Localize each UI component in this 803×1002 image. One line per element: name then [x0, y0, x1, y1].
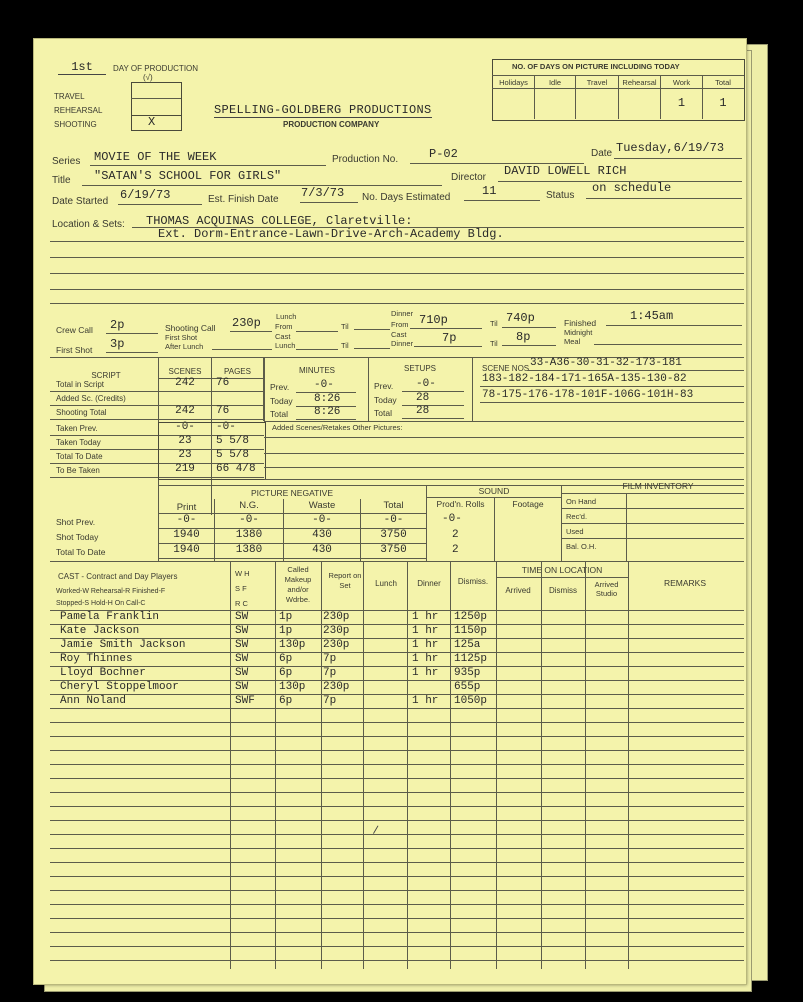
- lunch-from-label: From: [275, 322, 293, 331]
- cast-called: 130p: [279, 639, 306, 651]
- cast-row-rule: [50, 932, 744, 933]
- first-shot-line: [106, 352, 158, 353]
- cast-name: Jamie Smith Jackson: [60, 639, 186, 651]
- negative-row-value: -0-: [176, 514, 197, 526]
- after-lunch-line: [212, 349, 272, 350]
- script-row-pages: 5 5/8: [216, 435, 250, 447]
- setups-row-value: 28: [416, 405, 430, 417]
- date-started-value: 6/19/73: [120, 188, 171, 202]
- scene-nos-rule: [528, 370, 744, 371]
- film-row-used: Used: [566, 527, 584, 536]
- negative-row-value: -0-: [383, 514, 404, 526]
- location-label: Location & Sets:: [52, 219, 125, 230]
- cast-row-rule: [50, 848, 744, 849]
- setups-row-rule: [402, 391, 464, 392]
- dismiss-location-header: Dismiss: [549, 586, 577, 595]
- cast-col-sep: [407, 561, 408, 969]
- cast-row-rule: [50, 876, 744, 877]
- cast-report: 230p: [323, 681, 350, 693]
- negative-row-value: 3750: [380, 544, 407, 556]
- script-row-label: Total in Script: [56, 380, 105, 389]
- added-rule: [264, 467, 744, 468]
- script-row-scenes: 242: [175, 405, 195, 417]
- finished-value: 1:45am: [630, 309, 674, 323]
- cast-dinner: 1 hr: [412, 611, 439, 623]
- negative-row-value: 3750: [380, 529, 407, 541]
- dinner-header: Dinner: [417, 579, 441, 588]
- days-col-travel: Travel: [586, 78, 608, 87]
- cast-report: 230p: [323, 639, 350, 651]
- picture-negative-title: PICTURE NEGATIVE: [250, 488, 334, 498]
- minutes-row-label: Today: [270, 396, 293, 406]
- cast-row-rule: [50, 778, 744, 779]
- sound-total-value: 2: [452, 544, 459, 556]
- cast-row-rule: [50, 960, 744, 961]
- cast-status: SW: [235, 667, 249, 679]
- cast-dinner-label: Cast: [391, 330, 407, 339]
- first-shot-after-label: First Shot: [165, 333, 198, 342]
- dinner-from-value: 710p: [419, 313, 448, 327]
- cast-status: SW: [235, 681, 249, 693]
- minutes-row-value: -0-: [314, 379, 334, 391]
- midnight-line: [594, 344, 742, 345]
- cast-report: 7p: [323, 695, 337, 707]
- cast-report: 230p: [323, 625, 350, 637]
- lunch-header: Lunch: [375, 579, 397, 588]
- added-rule: [264, 453, 744, 454]
- days-total-value: 1: [719, 96, 727, 110]
- cast-dinner: 1 hr: [412, 667, 439, 679]
- script-row-scenes: 23: [178, 449, 192, 461]
- film-rule: [561, 523, 744, 524]
- cast-row-rule: [50, 694, 744, 695]
- location-line-2: Ext. Dorm-Entrance-Lawn-Drive-Arch-Academy Bldg.: [158, 227, 504, 241]
- shooting-call-line: [230, 331, 272, 332]
- setups-row-rule: [402, 418, 464, 419]
- cast-row-rule: [50, 834, 744, 835]
- script-row-label: Shooting Total: [56, 408, 107, 417]
- dinner-til-line: [502, 327, 556, 328]
- cast-row-rule: [50, 890, 744, 891]
- negative-row-label: Shot Prev.: [56, 517, 96, 527]
- cast-row-rule: [50, 946, 744, 947]
- days-est-line: [464, 200, 540, 201]
- travel-rehearsal-box: [131, 82, 182, 116]
- cast-row-rule: [50, 918, 744, 919]
- cast-called: 1p: [279, 611, 293, 623]
- arrived-header: Arrived: [505, 586, 531, 595]
- negative-row-value: 430: [312, 529, 332, 541]
- neg-col-total: Total: [383, 500, 404, 511]
- date-started-label: Date Started: [52, 196, 109, 207]
- scene-nos-line-1: 33-A36-30-31-32-173-181: [530, 357, 682, 369]
- check-mark-label: (√): [143, 73, 153, 82]
- sound-today-value: 2: [452, 529, 459, 541]
- added-top-rule: [264, 421, 744, 422]
- cast-row-rule: [50, 666, 744, 667]
- cast-dinner-til-label: Til: [490, 339, 498, 348]
- cast-col-sep: [628, 561, 629, 969]
- shooting-mark: X: [148, 115, 156, 129]
- script-row-label: Taken Prev.: [56, 424, 98, 433]
- minutes-header: MINUTES: [299, 366, 335, 375]
- cast-row-rule: [50, 792, 744, 793]
- title-label: Title: [52, 175, 71, 186]
- added-rule: [264, 479, 744, 480]
- script-row-label: Total To Date: [56, 452, 103, 461]
- company-label: PRODUCTION COMPANY: [283, 120, 380, 129]
- dinner-from-label: From: [391, 320, 409, 329]
- negative-row-rule: [158, 558, 426, 559]
- script-label: SCRIPT: [91, 371, 121, 380]
- cast-report: 230p: [323, 611, 350, 623]
- cast-col-sep: [585, 561, 586, 969]
- film-rule: [561, 508, 744, 509]
- cast-dinner-til-value: 8p: [516, 330, 531, 344]
- cast-row-rule: [50, 722, 744, 723]
- pages-header: PAGES: [224, 367, 251, 376]
- cast-report: 7p: [323, 667, 337, 679]
- called-header: Called Makeup and/or Wdrbe.: [284, 565, 312, 604]
- sound-prev-value: -0-: [442, 513, 462, 525]
- cast-lunch-label: Cast: [275, 332, 291, 341]
- negative-row-value: 1940: [173, 529, 200, 541]
- meal-label: Meal: [564, 337, 581, 346]
- minutes-row-rule: [296, 419, 356, 420]
- cast-col-sep: [321, 561, 322, 969]
- cast-name: Pamela Franklin: [60, 611, 160, 623]
- cast-col-sep: [275, 561, 276, 969]
- cast-code-wh: W H: [235, 569, 250, 578]
- taken-box: [158, 422, 266, 480]
- days-col-work: Work: [672, 78, 691, 87]
- cast-dismiss: 1150p: [454, 625, 488, 637]
- cast-col-sep: [450, 561, 451, 969]
- dinner-from-line: [410, 328, 482, 329]
- script-row-label: Taken Today: [56, 438, 101, 447]
- finished-line: [606, 325, 742, 326]
- script-row-pages: -0-: [216, 421, 236, 433]
- setups-row-value: -0-: [416, 378, 436, 390]
- date-line: [614, 158, 742, 159]
- cast-lunch-word: Lunch: [275, 341, 296, 350]
- setups-row-label: Prev.: [374, 381, 394, 391]
- cast-dismiss: 125a: [454, 639, 481, 651]
- shooting-label: SHOOTING: [54, 120, 97, 129]
- days-box-title: NO. OF DAYS ON PICTURE INCLUDING TODAY: [512, 62, 680, 71]
- cast-row-rule: [50, 904, 744, 905]
- sound-title: SOUND: [478, 486, 510, 496]
- cast-called: 6p: [279, 667, 293, 679]
- cast-called: 6p: [279, 695, 293, 707]
- first-shot-label: First Shot: [56, 345, 93, 355]
- negative-row-value: -0-: [312, 514, 332, 526]
- production-no-label: Production No.: [332, 154, 399, 165]
- cast-dismiss: 935p: [454, 667, 481, 679]
- script-row-label: Added Sc. (Credits): [56, 394, 126, 403]
- setups-row-value: 28: [416, 392, 430, 404]
- day-of-production-label: DAY OF PRODUCTION: [113, 64, 199, 73]
- cast-name: Kate Jackson: [60, 625, 140, 637]
- film-row-bal: Bal. O.H.: [566, 542, 597, 551]
- series-label: Series: [52, 156, 81, 167]
- est-finish-label: Est. Finish Date: [208, 194, 279, 205]
- cast-status: SW: [235, 653, 249, 665]
- time-on-location-title: TIME ON LOCATION: [521, 565, 603, 575]
- cast-row-rule: [50, 624, 744, 625]
- midnight-label: Midnight: [564, 328, 593, 337]
- cast-dinner-value: 7p: [442, 331, 457, 345]
- negative-row-value: 1380: [235, 544, 263, 556]
- director-value: DAVID LOWELL RICH: [504, 164, 627, 178]
- minutes-row-label: Prev.: [270, 382, 290, 392]
- cast-dismiss: 655p: [454, 681, 481, 693]
- cast-dismiss: 1050p: [454, 695, 488, 707]
- cast-col-sep: [496, 561, 497, 969]
- cast-row-rule: [50, 750, 744, 751]
- cast-row-rule: [50, 862, 744, 863]
- cast-name: Cheryl Stoppelmoor: [60, 681, 179, 693]
- cast-lunch-til-line: [354, 348, 390, 349]
- director-label: Director: [451, 172, 487, 183]
- scene-nos-label: SCENE NOS.: [482, 364, 532, 373]
- cast-dismiss: 1250p: [454, 611, 488, 623]
- minutes-row-value: 8:26: [314, 406, 341, 418]
- cast-code-sf: S F: [235, 584, 247, 593]
- cast-called: 1p: [279, 625, 293, 637]
- scene-nos-line-2: 183-182-184-171-165A-135-130-82: [482, 373, 687, 385]
- days-estimated-label: No. Days Estimated: [362, 192, 451, 203]
- minutes-row-label: Total: [270, 409, 288, 419]
- sound-col-rolls: Prod'n. Rolls: [436, 499, 485, 509]
- added-rule: [264, 437, 744, 438]
- neg-col-print: Print: [176, 502, 197, 513]
- setups-row-label: Total: [374, 408, 392, 418]
- script-row-pages: 76: [216, 405, 230, 417]
- script-row-scenes: 219: [175, 463, 195, 475]
- cast-report: 7p: [323, 653, 337, 665]
- script-row-label: To Be Taken: [56, 466, 100, 475]
- film-row-recd: Rec'd.: [566, 512, 588, 521]
- cast-status: SW: [235, 611, 249, 623]
- setups-row-rule: [402, 405, 464, 406]
- travel-label: TRAVEL: [54, 92, 85, 101]
- scene-nos-rule: [480, 386, 744, 387]
- finished-label: Finished: [564, 318, 597, 328]
- days-col-total: Total: [715, 78, 731, 87]
- film-col-sep: [626, 493, 627, 561]
- cast-row-rule: [50, 708, 744, 709]
- cast-status: SW: [235, 625, 249, 637]
- script-row-pages: 66 4/8: [216, 463, 256, 475]
- cast-lunch-line: [296, 349, 338, 350]
- started-line: [118, 204, 202, 205]
- cast-dinner: 1 hr: [412, 639, 439, 651]
- status-line: [586, 198, 742, 199]
- cast-dinner: 1 hr: [412, 695, 439, 707]
- setups-header: SETUPS: [403, 364, 436, 373]
- shooting-call-value: 230p: [232, 316, 261, 330]
- cast-row-rule: [50, 652, 744, 653]
- finish-line: [300, 202, 358, 203]
- neg-col-waste: Waste: [308, 500, 336, 511]
- production-no-value: P-02: [429, 147, 458, 161]
- lunch-til-line: [354, 329, 390, 330]
- negative-row-value: 1940: [173, 544, 200, 556]
- minutes-left-sep: [264, 357, 265, 421]
- negative-row-label: Total To Date: [56, 547, 106, 557]
- first-shot-value: 3p: [110, 337, 125, 351]
- days-estimated-value: 11: [482, 184, 497, 198]
- minutes-right-sep: [368, 357, 369, 421]
- setups-right-sep: [472, 357, 473, 421]
- cast-header-1: CAST - Contract and Day Players: [58, 572, 178, 581]
- arrived-studio-header: Arrived Studio: [594, 580, 619, 598]
- neg-col-ng: N.G.: [239, 500, 259, 511]
- script-row-rule: [50, 419, 264, 420]
- date-value: Tuesday,6/19/73: [616, 141, 725, 155]
- cast-header-3: Stopped-S Hold-H On Call-C: [56, 600, 146, 607]
- cast-header-2: Worked-W Rehearsal-R Finished-F: [56, 588, 166, 595]
- location-rule: [50, 303, 744, 304]
- cast-col-sep: [230, 561, 231, 969]
- location-line-1: THOMAS ACQUINAS COLLEGE, Claretville:: [146, 214, 413, 228]
- dinner-til-label: Til: [490, 319, 498, 328]
- cast-called: 6p: [279, 653, 293, 665]
- setups-row-label: Today: [374, 395, 397, 405]
- after-lunch-label: After Lunch: [165, 342, 204, 351]
- cast-lunch-til-label: Til: [341, 341, 349, 350]
- shooting-call-label: Shooting Call: [165, 323, 216, 333]
- shooting-box: [131, 115, 182, 131]
- cast-name: Roy Thinnes: [60, 653, 133, 665]
- days-work-value: 1: [677, 96, 686, 110]
- cast-dinner-til-line: [502, 345, 556, 346]
- scene-nos-rule: [480, 402, 744, 403]
- dismiss-header: Dismiss.: [457, 577, 489, 586]
- crew-call-label: Crew Call: [56, 325, 93, 335]
- lunch-til-label: Til: [341, 322, 349, 331]
- days-col-rehearsal: Rehearsal: [622, 78, 657, 87]
- script-row-pages: 5 5/8: [216, 449, 250, 461]
- cast-name: Lloyd Bochner: [60, 667, 146, 679]
- cast-row-rule: [50, 764, 744, 765]
- negative-row-value: -0-: [239, 514, 259, 526]
- status-label: Status: [546, 190, 575, 201]
- remarks-header: REMARKS: [663, 578, 707, 588]
- sound-col-footage: Footage: [512, 499, 544, 509]
- cast-col-sep: [541, 561, 542, 969]
- crew-call-line: [106, 333, 158, 334]
- minutes-row-value: 8:26: [314, 393, 341, 405]
- date-label: Date: [591, 148, 613, 159]
- cast-called: 130p: [279, 681, 306, 693]
- negative-row-value: 430: [312, 544, 332, 556]
- location-rule: [50, 257, 744, 258]
- script-row-scenes: -0-: [175, 421, 195, 433]
- location-rule: [132, 227, 744, 228]
- script-row-rule: [50, 391, 264, 392]
- cast-row-rule: [50, 806, 744, 807]
- cast-dinner-line: [414, 346, 482, 347]
- cast-dismiss: 1125p: [454, 653, 488, 665]
- negative-row-label: Shot Today: [56, 532, 99, 542]
- film-row-on-hand: On Hand: [566, 497, 597, 506]
- cast-row-rule: [50, 736, 744, 737]
- dinner-label: Dinner: [391, 309, 414, 318]
- status-value: on schedule: [592, 181, 672, 195]
- cast-code-rc: R C: [235, 599, 248, 608]
- scene-nos-line-3: 78-175-176-178-101F-106G-101H-83: [482, 389, 694, 401]
- location-rule: [50, 273, 744, 274]
- crew-call-value: 2p: [110, 318, 125, 332]
- cast-dinner: 1 hr: [412, 653, 439, 665]
- lunch-label: Lunch: [276, 312, 297, 321]
- cast-name: Ann Noland: [60, 695, 127, 707]
- cast-status: SW: [235, 639, 249, 651]
- lunch-from-line: [296, 331, 338, 332]
- negative-row-value: 1380: [235, 529, 263, 541]
- film-header-rule: [561, 493, 744, 494]
- script-row-pages: 76: [216, 377, 230, 389]
- film-inventory-title: FILM INVENTORY: [622, 481, 694, 491]
- day-of-production-value: 1st: [58, 60, 106, 75]
- production-report-sheet: [33, 38, 747, 985]
- company-name: SPELLING-GOLDBERG PRODUCTIONS: [214, 103, 432, 117]
- days-col-idle: Idle: [548, 78, 562, 87]
- title-line: [82, 185, 442, 186]
- script-row-rule: [50, 405, 264, 406]
- film-rule: [561, 538, 744, 539]
- cast-col-sep: [363, 561, 364, 969]
- location-header-rule: [496, 577, 628, 578]
- report-header: Report on Set: [328, 571, 362, 590]
- est-finish-value: 7/3/73: [301, 186, 345, 200]
- travel-box-divider: [131, 98, 181, 99]
- script-row-scenes: 242: [175, 377, 195, 389]
- series-line: [90, 165, 326, 166]
- rehearsal-label: REHEARSAL: [54, 106, 103, 115]
- location-rule: [50, 289, 744, 290]
- added-scenes-label: Added Scenes/Retakes Other Pictures:: [272, 423, 403, 432]
- scenes-header: SCENES: [168, 367, 202, 376]
- series-value: MOVIE OF THE WEEK: [94, 150, 217, 164]
- cast-top-rule: [50, 561, 744, 562]
- cast-status: SWF: [235, 695, 255, 707]
- cast-dinner: 1 hr: [412, 625, 439, 637]
- dinner-til-value: 740p: [506, 311, 535, 325]
- cast-row-rule: [50, 820, 744, 821]
- days-col-holidays: Holidays: [499, 78, 528, 87]
- cast-dinner-word: Dinner: [391, 339, 414, 348]
- location-rule: [50, 241, 744, 242]
- script-row-scenes: 23: [178, 435, 192, 447]
- title-value: "SATAN'S SCHOOL FOR GIRLS": [94, 169, 282, 183]
- pen-mark: /: [372, 822, 380, 838]
